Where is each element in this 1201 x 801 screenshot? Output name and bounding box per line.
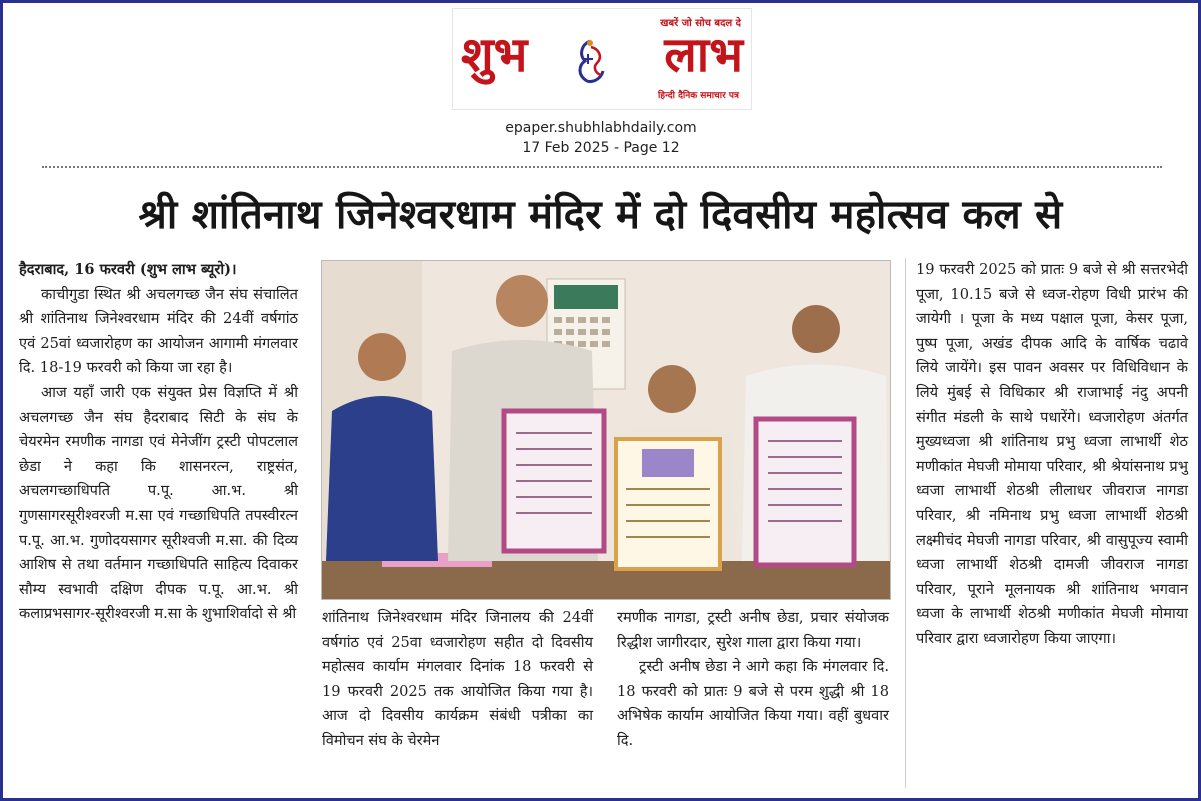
- logo-word-right: लाभ: [664, 27, 743, 83]
- logo-word-left: शुभ: [461, 27, 528, 83]
- article-paragraph: 19 फरवरी 2025 को प्रातः 9 बजे से श्री सत्तरभेदी पूजा, 10.15 बजे से ध्वज-रोहण विधी प्रारंभ की जायेगी । पूजा के मध्य पक्षाल पूजा, केसर पूजा, पुष्प पूजा, अखंड दीपक आदि के वार्षिक चढावे लिये जायेंगे। इस पावन अवसर पर विधिविधान के लिये मुंबई से विधिकार श्री राजाभाई नंदु अपनी संगीत मंडली के साथे पधारेंगे। ध्वजारोहण अंतर्गत मुख्यध्वजा श्री शांतिनाथ प्रभु ध्वजा लाभार्थी शेठ मणीकांत मेघजी मोमाया परिवार, श्री श्रेयांसनाथ प्रभु ध्वजा लाभार्थी शेठश्री लीलाधर जीवराज नागडा परिवार, श्री नमिनाथ प्रभु ध्वजा लाभार्थी शेठश्री लक्ष्मीचंद मेघजी नागडा परिवार, श्री वासुपूज्य स्वामी ध्वजा लाभार्थी शेठश्री दामजी जीवराज नागडा परिवार, पूराने मूलनायक श्री शांतिनाथ भगवान ध्वजा के लाभार्थी शेठश्री मणीकांत मेघजी मोमाया परिवार द्वारा ध्वजारोहण किया जाएगा।: [916, 261, 1188, 647]
- ganesha-swastik-icon: [569, 37, 611, 85]
- source-info: [452, 118, 750, 158]
- source-url[interactable]: epaper.shubhlabhdaily.com: [505, 120, 697, 136]
- article-paragraph: रमणीक नागडा, ट्रस्टी अनीष छेडा, प्रचार संयोजक रिद्धीश जागीरदार, सुरेश गाला द्वारा किया गया।: [617, 609, 889, 651]
- article-photo: [321, 260, 891, 600]
- logo-subtitle: हिन्दी दैनिक समाचार पत्र: [657, 91, 739, 101]
- column-divider: [905, 258, 906, 788]
- photo-illustration: [322, 261, 890, 599]
- article-paragraph: ट्रस्टी अनीष छेडा ने आगे कहा कि मंगलवार दि. 18 फरवरी को प्रातः 9 बजे से परम शुद्धी श्री 18 अभिषेक कार्याम आयोजित किया गया। वहीं बुधवार दि.: [617, 658, 889, 749]
- edition-date: 17 Feb 2025 - Page 12: [522, 140, 680, 156]
- article-column-1: [19, 258, 298, 627]
- article-dateline: हैदराबाद, 16 फरवरी (शुभ लाभ ब्यूरो)।: [19, 261, 237, 278]
- dotted-divider: [42, 166, 1162, 168]
- article-column-3: [617, 606, 889, 754]
- article-headline: श्री शांतिनाथ जिनेश्वरधाम मंदिर में दो दिवसीय महोत्सव कल से: [138, 192, 1063, 238]
- article-column-4: [916, 258, 1188, 652]
- article-paragraph: शांतिनाथ जिनेश्वरधाम मंदिर जिनालय की 24वीं वर्षगांठ एवं 25वा ध्वजारोहण सहीत दो दिवसीय महोत्सव कार्याम मंगलवार दिनांक 18 फरवरी से 19 फरवरी 2025 तक आयोजित किया गया है। आज दो दिवसीय कार्यक्रम संबंधी पत्रीका का विमोचन संघ के चेरमेन: [322, 609, 593, 749]
- logo-tagline: खबरें जो सोच बदल दे: [660, 18, 741, 29]
- article-paragraph: काचीगुडा स्थित श्री अचलगच्छ जैन संघ संचालित श्री शांतिनाथ जिनेश्वरधाम मंदिर की 24वीं वर्षगांठ एवं 25वां ध्वजारोहण का आयोजन आगामी मंगलवार दि. 18-19 फरवरी को किया जा रहा है।: [19, 285, 298, 377]
- article-paragraph: आज यहाँ जारी एक संयुक्त प्रेस विज्ञप्ति में श्री अचलगच्छ जैन संघ हैदराबाद सिटी के संघ के चेयरमेन रमणीक नागडा एवं मेनेजींग ट्रस्टी पोपटलाल छेडा ने कहा कि शासनरत्न, राष्ट्रसंत, अचलगच्छाधिपति प.पू. आ.भ. श्री गुणसागरसूरीश्वरजी म.सा एवं गच्छाधिपति तपस्वीरत्न प.पू. आ.भ. गुणोदयसागर सूरीश्वजी म.सा. की दिव्य आशिष से तथा वर्तमान गच्छाधिपति साहित्य दिवाकर सौम्य स्वभावी दक्षिण दीपक प.पू. आ.भ. श्री कलाप्रभसागर-सूरीश्वरजी म.सा के शुभाशिर्वादो से श्री: [19, 383, 298, 623]
- newspaper-logo: [452, 8, 752, 110]
- article-column-2: [322, 606, 593, 754]
